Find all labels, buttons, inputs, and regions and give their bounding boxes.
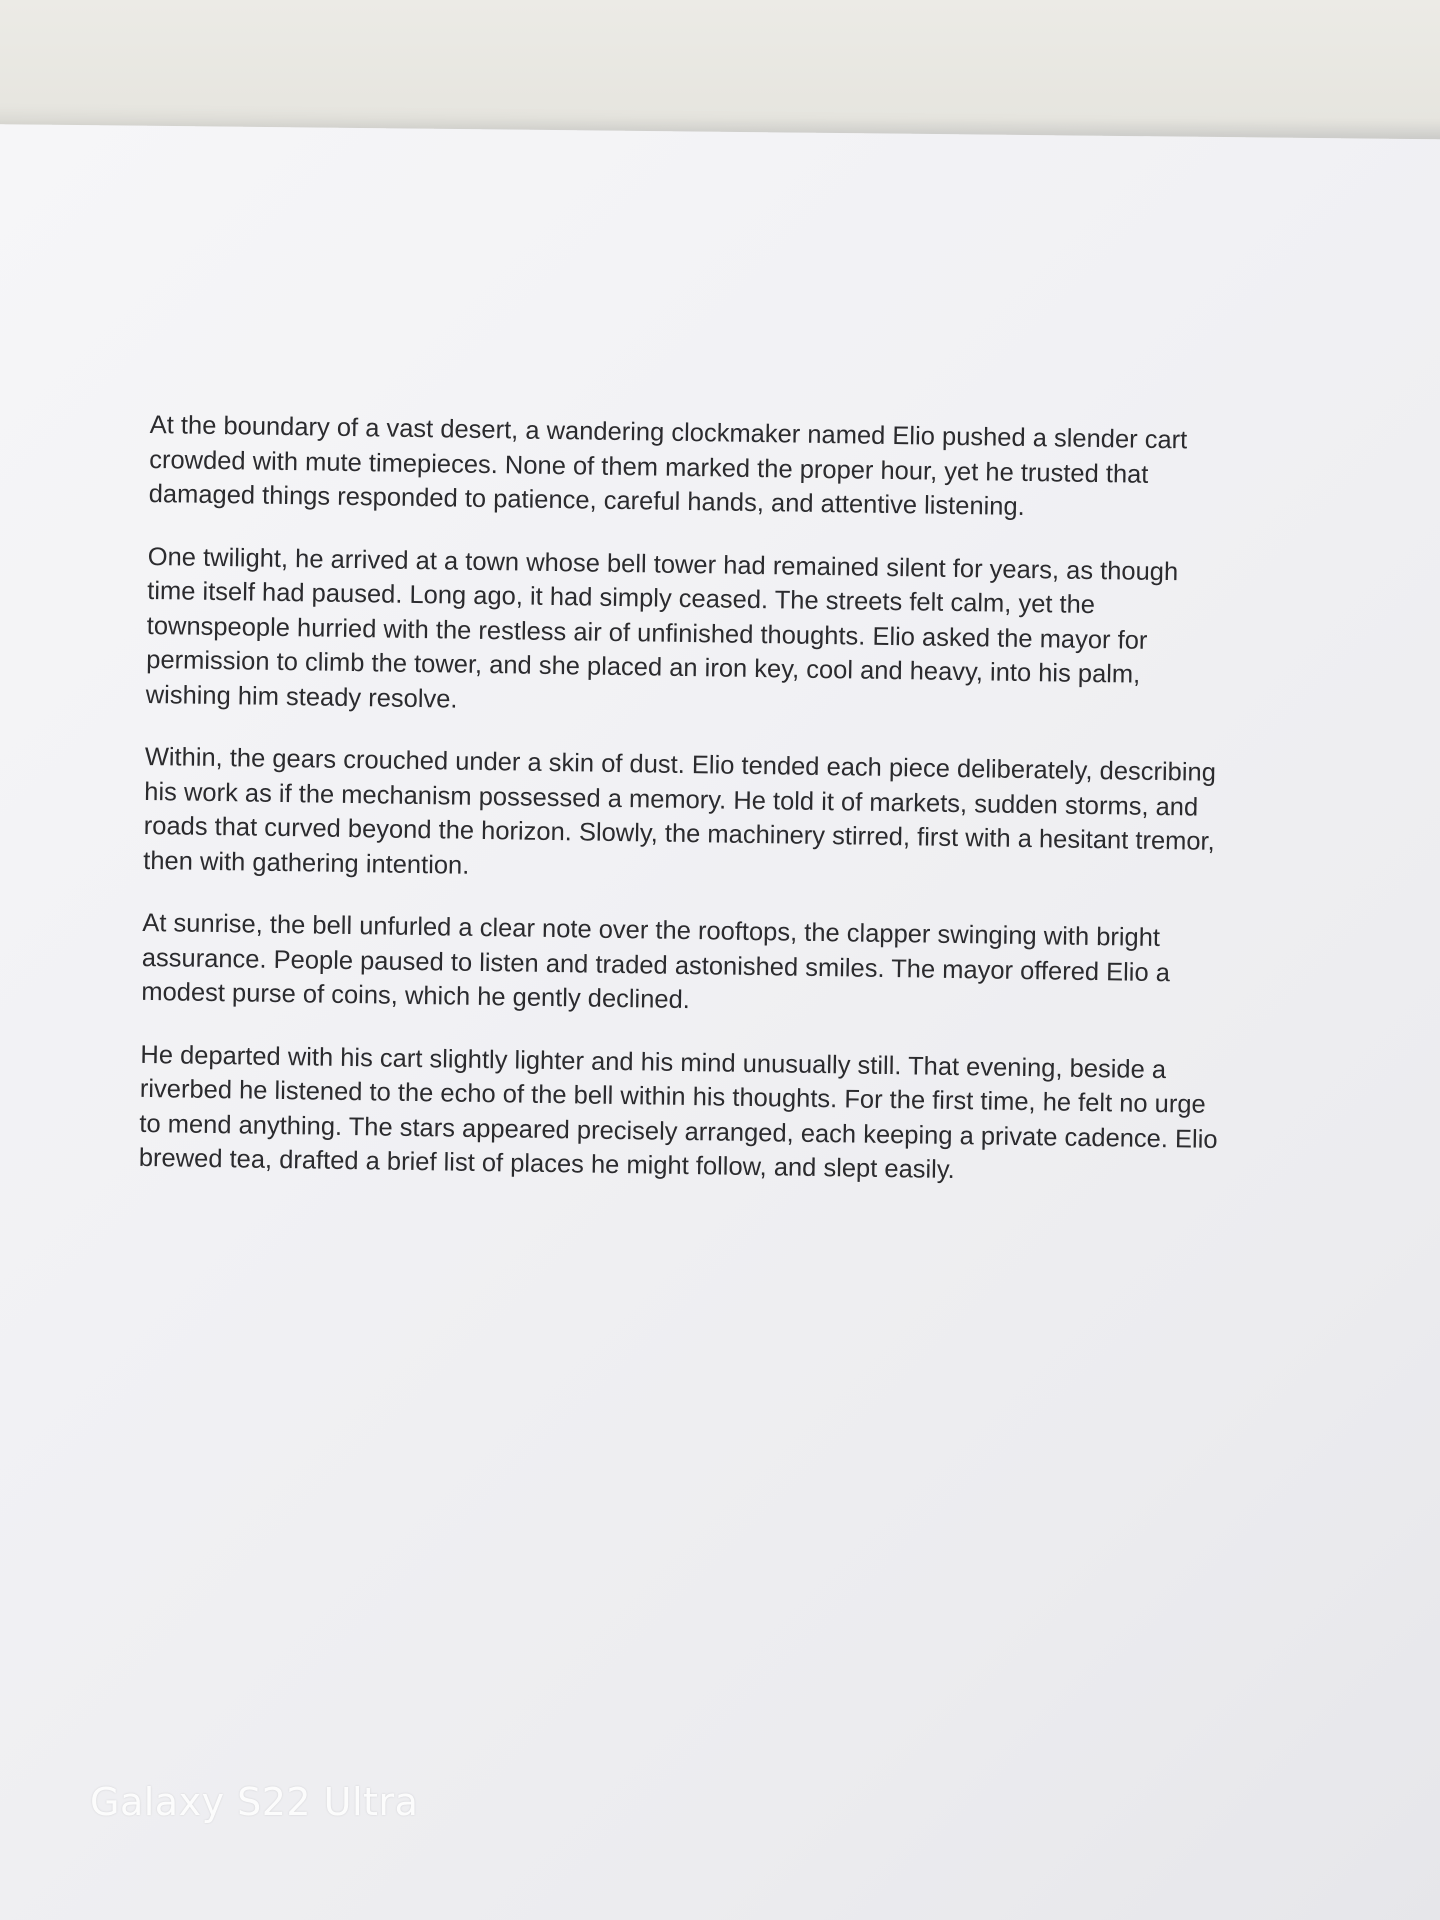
text-line: permission to climb the tower, and she placed an iron key, cool and heavy, into his palm, [146,645,1141,689]
paragraph [145,539,1297,729]
text-line: He departed with his cart slightly lighter and his mind unusually still. That evening, beside a [140,1040,1167,1084]
text-line: crowded with mute timepieces. None of them marked the proper hour, yet he trusted that [149,445,1149,489]
document-body [138,408,1300,1220]
text-line: roads that curved beyond the horizon. Slowly, the machinery stirred, first with a hesitant tremor, [143,811,1215,856]
text-line: At sunrise, the bell unfurled a clear note over the rooftops, the clapper swinging with bright [142,908,1161,953]
text-line: brewed tea, drafted a brief list of places he might follow, and slept easily. [138,1143,955,1185]
text-line: modest purse of coins, which he gently declined. [141,977,691,1015]
text-line: One twilight, he arrived at a town whose bell tower had remained silent for years, as though [147,542,1179,586]
text-line: At the boundary of a vast desert, a wandering clockmaker named Elio pushed a slender cart [149,410,1188,455]
text-line: time itself had paused. Long ago, it had simply ceased. The streets felt calm, yet the [147,576,1096,620]
text-line: then with gathering intention. [143,846,470,880]
paragraph [148,408,1299,529]
text-line: townspeople hurried with the restless air of unfinished thoughts. Elio asked the mayor for [146,611,1148,655]
text-line: Within, the gears crouched under a skin of dust. Elio tended each piece deliberately, describing [144,742,1217,787]
text-line: damaged things responded to patience, careful hands, and attentive listening. [148,479,1025,521]
camera-watermark: Galaxy S22 Ultra [90,1780,419,1824]
paragraph [139,1037,1291,1192]
text-line: to mend anything. The stars appeared precisely arranged, each keeping a private cadence. Elio [139,1109,1218,1154]
paragraph [141,906,1292,1027]
text-line: riverbed he listened to the echo of the bell within his thoughts. For the first time, he felt no urge [139,1074,1206,1119]
text-line: assurance. People paused to listen and traded astonished smiles. The mayor offered Elio a [141,943,1171,987]
text-line: wishing him steady resolve. [145,680,458,714]
text-line: his work as if the mechanism possessed a memory. He told it of markets, sudden storms, and [144,777,1199,822]
paragraph [143,740,1295,895]
